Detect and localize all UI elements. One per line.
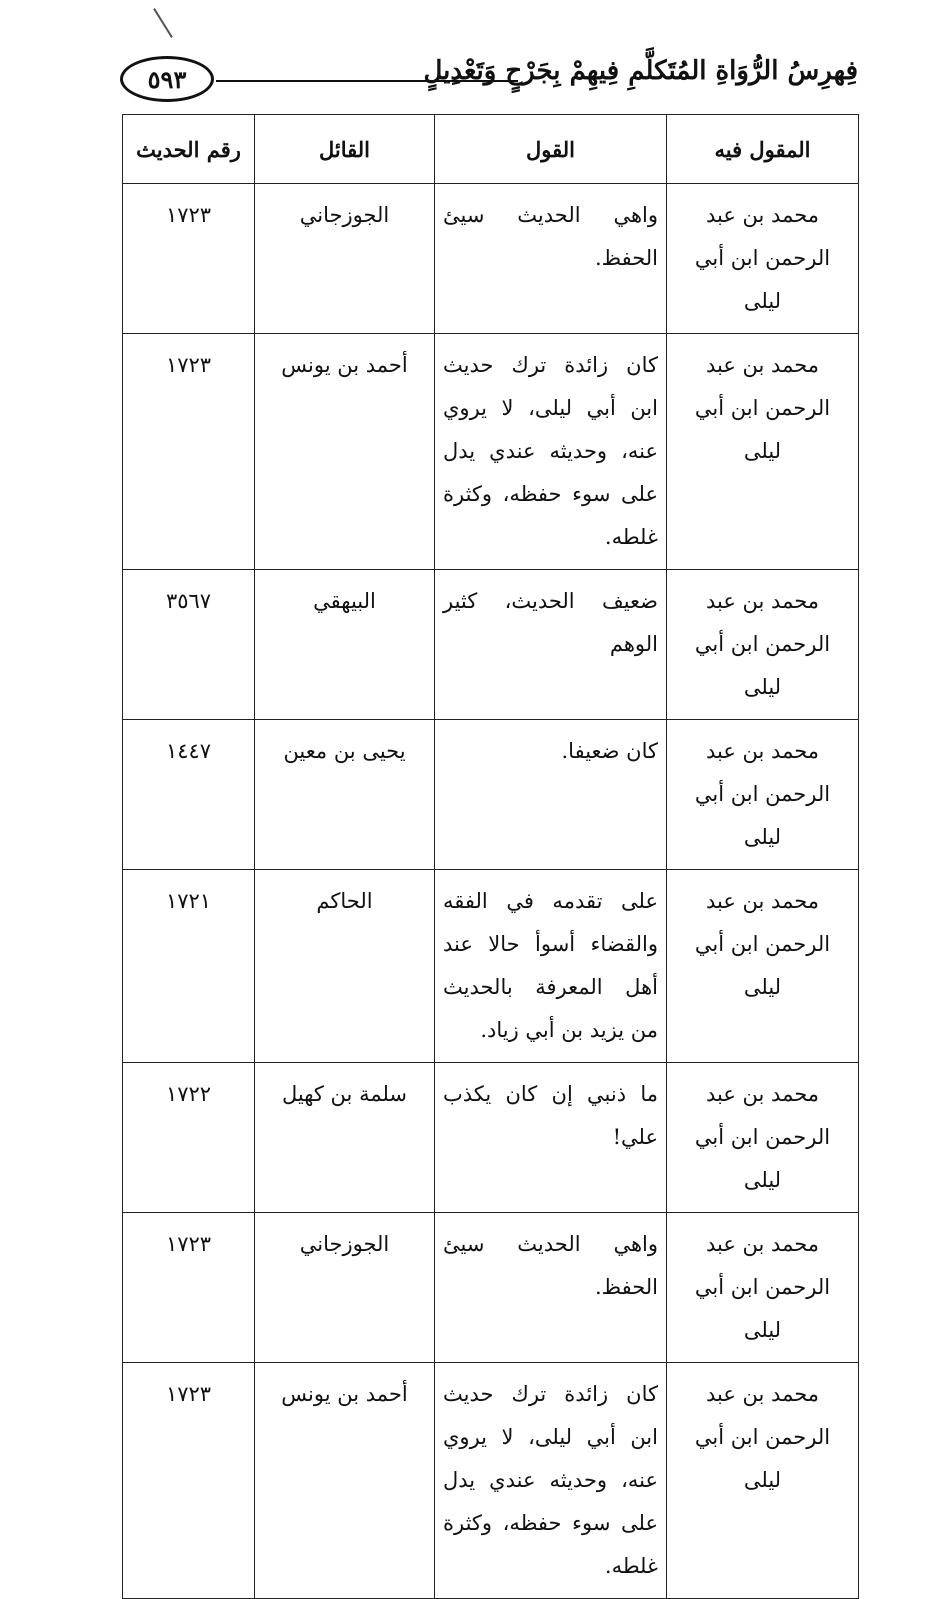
running-title: فِهرِسُ الرُّوَاةِ المُتَكلَّمِ فِيهِمْ بِجَرْحٍ وَتَعْدِيلٍ (423, 56, 858, 86)
saying-cell: كان زائدة ترك حديث ابن أبي ليلى، لا يروي عنه، وحديثه عندي يدل على سوء حفظه، وكثرة غلطه. (435, 1363, 667, 1599)
table-row (123, 720, 859, 870)
speaker-cell: الحاكم (255, 870, 435, 1063)
hadith-number-cell: ١٤٤٧ (123, 720, 255, 870)
speaker-cell: سلمة بن كهيل (255, 1063, 435, 1213)
table-header-row (123, 115, 859, 184)
table-row (123, 334, 859, 570)
subject-cell: محمد بن عبد الرحمن ابن أبي ليلى (667, 720, 859, 870)
hadith-number-cell: ١٧٢٢ (123, 1063, 255, 1213)
subject-cell: محمد بن عبد الرحمن ابن أبي ليلى (667, 334, 859, 570)
column-header-speaker: القائل (255, 115, 435, 184)
speaker-cell: الجوزجاني (255, 1213, 435, 1363)
speaker-cell: يحيى بن معين (255, 720, 435, 870)
table-row (123, 570, 859, 720)
saying-cell: ضعيف الحديث، كثير الوهم (435, 570, 667, 720)
page-number: ٥٩٣ (120, 56, 214, 102)
hadith-number-cell: ١٧٢٣ (123, 184, 255, 334)
subject-cell: محمد بن عبد الرحمن ابن أبي ليلى (667, 1063, 859, 1213)
hadith-number-cell: ١٧٢١ (123, 870, 255, 1063)
table-row (123, 1213, 859, 1363)
saying-cell: كان زائدة ترك حديث ابن أبي ليلى، لا يروي عنه، وحديثه عندي يدل على سوء حفظه، وكثرة غلطه. (435, 334, 667, 570)
saying-cell: واهي الحديث سيئ الحفظ. (435, 1213, 667, 1363)
narrators-table (122, 114, 859, 1599)
table-row (123, 1063, 859, 1213)
column-header-subject: المقول فيه (667, 115, 859, 184)
speaker-cell: الجوزجاني (255, 184, 435, 334)
hadith-number-cell: ٣٥٦٧ (123, 570, 255, 720)
page-header (118, 52, 858, 100)
subject-cell: محمد بن عبد الرحمن ابن أبي ليلى (667, 870, 859, 1063)
scan-mark (153, 8, 173, 38)
column-header-saying: القول (435, 115, 667, 184)
subject-cell: محمد بن عبد الرحمن ابن أبي ليلى (667, 184, 859, 334)
column-header-hadith-number: رقم الحديث (123, 115, 255, 184)
subject-cell: محمد بن عبد الرحمن ابن أبي ليلى (667, 570, 859, 720)
hadith-number-cell: ١٧٢٣ (123, 1363, 255, 1599)
saying-cell: على تقدمه في الفقه والقضاء أسوأ حالا عند أهل المعرفة بالحديث من يزيد بن أبي زياد. (435, 870, 667, 1063)
saying-cell: ما ذنبي إن كان يكذب علي! (435, 1063, 667, 1213)
speaker-cell: أحمد بن يونس (255, 334, 435, 570)
hadith-number-cell: ١٧٢٣ (123, 334, 255, 570)
hadith-number-cell: ١٧٢٣ (123, 1213, 255, 1363)
table-row (123, 1363, 859, 1599)
saying-cell: كان ضعيفا. (435, 720, 667, 870)
subject-cell: محمد بن عبد الرحمن ابن أبي ليلى (667, 1213, 859, 1363)
table-row (123, 184, 859, 334)
subject-cell: محمد بن عبد الرحمن ابن أبي ليلى (667, 1363, 859, 1599)
speaker-cell: البيهقي (255, 570, 435, 720)
saying-cell: واهي الحديث سيئ الحفظ. (435, 184, 667, 334)
table-row (123, 870, 859, 1063)
speaker-cell: أحمد بن يونس (255, 1363, 435, 1599)
